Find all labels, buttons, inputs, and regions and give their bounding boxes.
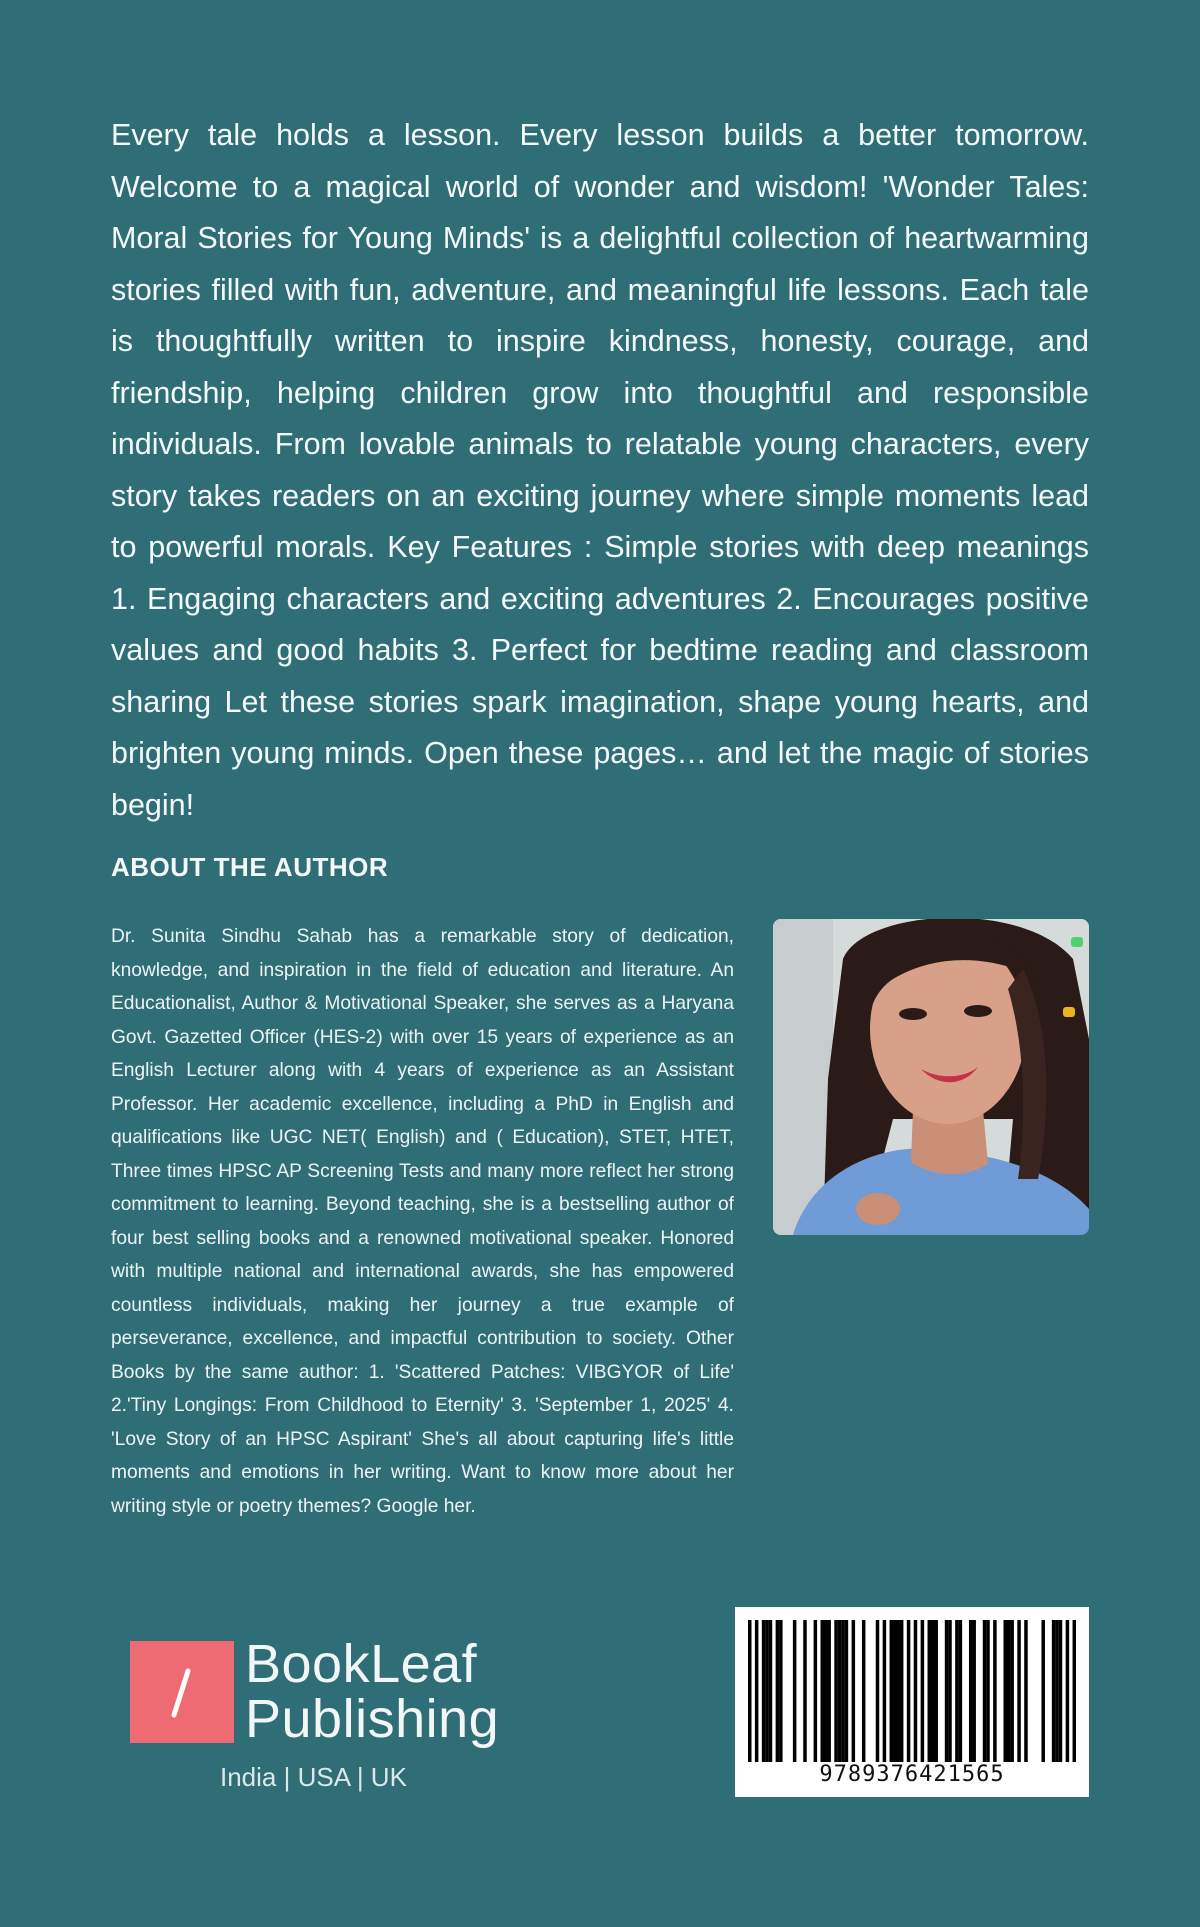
about-author-heading: ABOUT THE AUTHOR [111,852,389,882]
barcode-bar [972,1620,976,1762]
barcode-bar [824,1620,828,1762]
barcode-bar [852,1620,856,1762]
barcode-bar [914,1620,918,1762]
barcode-bar [993,1620,997,1762]
barcode-bar [779,1620,783,1762]
barcode-bar [793,1620,797,1762]
barcode-bar [890,1620,894,1762]
barcode-bar [1066,1620,1070,1762]
barcode-bar [838,1620,842,1762]
barcode-bar [969,1620,973,1762]
barcode-bar [1007,1620,1011,1762]
publisher-name-line1: BookLeaf [245,1634,478,1694]
barcode-bar [907,1620,911,1762]
barcode-bar [1073,1620,1076,1762]
barcode-bar [769,1620,773,1762]
author-photo [773,919,1089,1235]
barcode-bar [883,1620,887,1762]
barcode-bar [1003,1620,1007,1762]
barcode-bar [841,1620,845,1762]
barcode-bar [755,1620,759,1762]
publisher-regions: India | USA | UK [220,1762,407,1792]
barcode-bar [900,1620,904,1762]
book-blurb: Every tale holds a lesson. Every lesson builds a better tomorrow. Welcome to a magical world of wonder and wisdom! 'Wonder Tales: Moral Stories for Young Minds' is a delightful collection of heartwarming stories filled with fun, adventure, and meaningful life lessons. Each tale is thoughtfully written to inspire kindness, honesty, courage, and friendship, helping children grow into thoughtful and responsible individuals. From lovable animals to relatable young characters, every story takes readers on an exciting journey where simple moments lead to powerful morals. Key Features : Simple stories with deep meanings 1. Engaging characters and exciting adventures 2. Encourages positive values and good habits 3. Perfect for bedtime reading and classroom sharing Let these stories spark imagination, shape young hearts, and brighten young minds. Open these pages… and let the magic of stories begin! [111,118,1089,822]
barcode-bar [948,1620,952,1762]
barcode-bar [934,1620,938,1762]
barcode-bar [986,1620,990,1762]
barcode-bar [876,1620,880,1762]
bookleaf-slash-icon [130,1641,234,1743]
barcode-bar [762,1620,766,1762]
barcode-bar [827,1620,831,1762]
barcode-bar [1052,1620,1056,1762]
barcode-bar [845,1620,849,1762]
barcode-bars [748,1620,1076,1762]
barcode-bar [931,1620,935,1762]
barcode-bar [1041,1620,1045,1762]
barcode-bar [896,1620,900,1762]
barcode-bar [776,1620,780,1762]
barcode-bar [959,1620,963,1762]
barcode-bar [1017,1620,1021,1762]
isbn-number: 9789376421565 [819,1762,1005,1787]
author-bio: Dr. Sunita Sindhu Sahab has a remarkable story of dedication, knowledge, and inspiration in the field of education and literature. An Educationalist, Author & Motivational Speaker, she serves as a Haryana Govt. Gazetted Officer (HES-2) with over 15 years of experience as an English Lecturer along with 4 years of experience as an Assistant Professor. Her academic excellence, including a PhD in English and qualifications like UGC NET( English) and ( Education), STET, HTET, Three times HPSC AP Screening Tests and many more reflect her strong commitment to learning. Beyond teaching, she is a bestselling author of four best selling books and a renowned motivational speaker. Honored with multiple national and international awards, she has empowered countless individuals, making her journey a true example of perseverance, excellence, and impactful contribution to society. Other Books by the same author: 1. 'Scattered Patches: VIBGYOR of Life' 2.'Tiny Longings: From Childhood to Eternity' 3. 'September 1, 2025' 4. 'Love Story of an HPSC Aspirant' She's all about capturing life's little moments and emotions in her writing. Want to know more about her writing style or poetry themes? Google her. [111,926,734,1517]
barcode-bar [893,1620,897,1762]
barcode-bar [928,1620,932,1762]
barcode-bar [983,1620,987,1762]
publisher-name-line2: Publishing [245,1689,500,1749]
barcode-bar [821,1620,825,1762]
barcode-bar [921,1620,925,1762]
barcode-bar [814,1620,818,1762]
publisher-logo [130,1636,510,1796]
barcode-bar [748,1620,752,1762]
barcode-bar [765,1620,769,1762]
barcode-bar [803,1620,807,1762]
barcode-bar [1055,1620,1059,1762]
barcode-bar [955,1620,959,1762]
barcode-bar [834,1620,838,1762]
barcode-bar [1024,1620,1028,1762]
barcode-bar [1059,1620,1063,1762]
isbn-barcode [735,1607,1089,1797]
barcode-bar [862,1620,866,1762]
barcode-bar [1010,1620,1014,1762]
barcode-bar [945,1620,949,1762]
